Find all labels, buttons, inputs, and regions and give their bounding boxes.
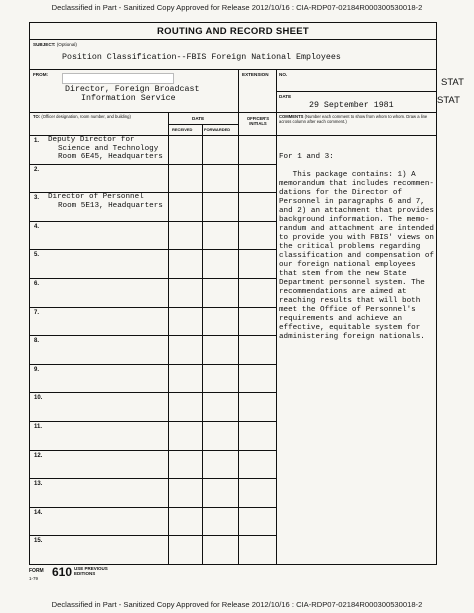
row-recipient-line: Room 5E13, Headquarters — [58, 201, 163, 210]
comment-line: Department personnel system. The — [279, 279, 425, 287]
date-column-label: DATE — [192, 116, 205, 121]
routing-row — [30, 135, 276, 164]
footer-form-label: FORM — [29, 568, 44, 574]
extension-label: EXTENSION — [242, 72, 269, 77]
comment-line: randum and attachment are intended — [279, 225, 434, 233]
no-label: NO. — [279, 72, 288, 77]
comment-line: background information. The memo- — [279, 216, 430, 224]
row-number: 7. — [34, 309, 40, 316]
routing-record-sheet — [29, 22, 437, 565]
date-label: DATE — [279, 94, 292, 99]
comment-line: reaching results that will both — [279, 297, 421, 305]
initials-label: OFFICER'S INITIALS — [246, 116, 270, 126]
comment-line: and 2) an attachment that provides — [279, 207, 434, 215]
footer-form-number: 610 — [52, 565, 73, 579]
comment-line: recommendations are aimed at — [279, 288, 407, 296]
forwarded-label: FORWARDED — [204, 127, 231, 132]
comment-line: Personnel in paragraphs 6 and 7, — [279, 198, 425, 206]
row-number: 11. — [34, 424, 43, 430]
routing-row — [30, 278, 276, 307]
routing-row — [30, 507, 276, 536]
subject-value: Position Classification--FBIS Foreign National Employees — [62, 53, 341, 62]
comment-line: classification and compensation of — [279, 252, 434, 260]
row-number: 9. — [34, 366, 40, 373]
from-label: FROM: — [33, 72, 49, 77]
comment-line: requirements and achieve an — [279, 315, 403, 323]
routing-row — [30, 450, 276, 479]
subject-label: SUBJECT: (Optional) — [33, 42, 77, 47]
routing-row — [30, 364, 276, 393]
routing-row — [30, 392, 276, 421]
row-number: 14. — [34, 509, 43, 516]
row-number: 3. — [34, 195, 40, 202]
comment-line: This package contains: 1) A — [279, 171, 416, 179]
footer-form-date: 1-79 — [29, 576, 39, 581]
row-recipient-line: Science and Technology — [58, 144, 159, 153]
row-number: 5. — [34, 252, 40, 259]
routing-row — [30, 535, 276, 564]
routing-row — [30, 192, 276, 221]
form-title: ROUTING AND RECORD SHEET — [157, 26, 309, 37]
comment-line: memorandum that includes recommen- — [279, 180, 434, 188]
redaction-box — [62, 73, 174, 84]
footer-previous-editions: USE PREVIOUS EDITIONS — [74, 566, 108, 576]
routing-row — [30, 421, 276, 450]
comment-line: dations for the Director of — [279, 189, 403, 197]
row-recipient-line: Director of Personnel — [48, 193, 144, 202]
comment-line: to provide you with FBIS' views on — [279, 234, 434, 242]
routing-row — [30, 221, 276, 250]
routing-row — [30, 335, 276, 364]
received-label: RECEIVED — [172, 127, 193, 132]
routing-row — [30, 164, 276, 193]
comment-line: that stem from the new State — [279, 270, 407, 278]
date-value: 29 September 1981 — [309, 101, 394, 110]
row-number: 15. — [34, 538, 43, 545]
comments-divider — [276, 112, 277, 564]
routing-row — [30, 478, 276, 507]
routing-row — [30, 307, 276, 336]
row-number: 12. — [34, 452, 43, 459]
row-number: 8. — [34, 338, 40, 345]
comment-line: meet the Office of Personnel's — [279, 306, 416, 314]
row-recipient-line: Room 6E45, Headquarters — [58, 153, 163, 162]
comment-line: administering foreign nationals. — [279, 333, 425, 341]
to-label: TO: (Officer designation, room number, and building) — [33, 114, 131, 119]
row-number: 1. — [34, 138, 40, 144]
routing-row — [30, 249, 276, 278]
row-number: 2. — [34, 166, 40, 173]
stat-label-1: STAT — [441, 77, 464, 88]
declassification-banner-top: Declassified in Part - Sanitized Copy Approved for Release 2012/10/16 : CIA-RDP07-02184R000300530018-2 — [51, 3, 423, 12]
comment-line: effective, equitable system for — [279, 324, 421, 332]
row-number: 13. — [34, 481, 43, 488]
stat-label-2: STAT — [437, 95, 460, 106]
comments-label: COMMENTS (Number each comment to show from whom to whom. Draw a line across column after each comment.) — [279, 114, 428, 124]
row-number: 10. — [34, 395, 43, 402]
comment-line: For 1 and 3: — [279, 153, 334, 161]
row-number: 4. — [34, 223, 40, 230]
row-number: 6. — [34, 281, 40, 287]
from-line-2: Information Service — [81, 94, 176, 103]
comment-line: the critical problems regarding — [279, 243, 421, 251]
row-recipient-line: Deputy Director for — [48, 136, 135, 144]
comment-line: our foreign national employees — [279, 261, 416, 269]
declassification-banner-bottom: Declassified in Part - Sanitized Copy Approved for Release 2012/10/16 : CIA-RDP07-02184R000300530018-2 — [51, 600, 423, 609]
from-line-1: Director, Foreign Broadcast — [65, 85, 200, 94]
